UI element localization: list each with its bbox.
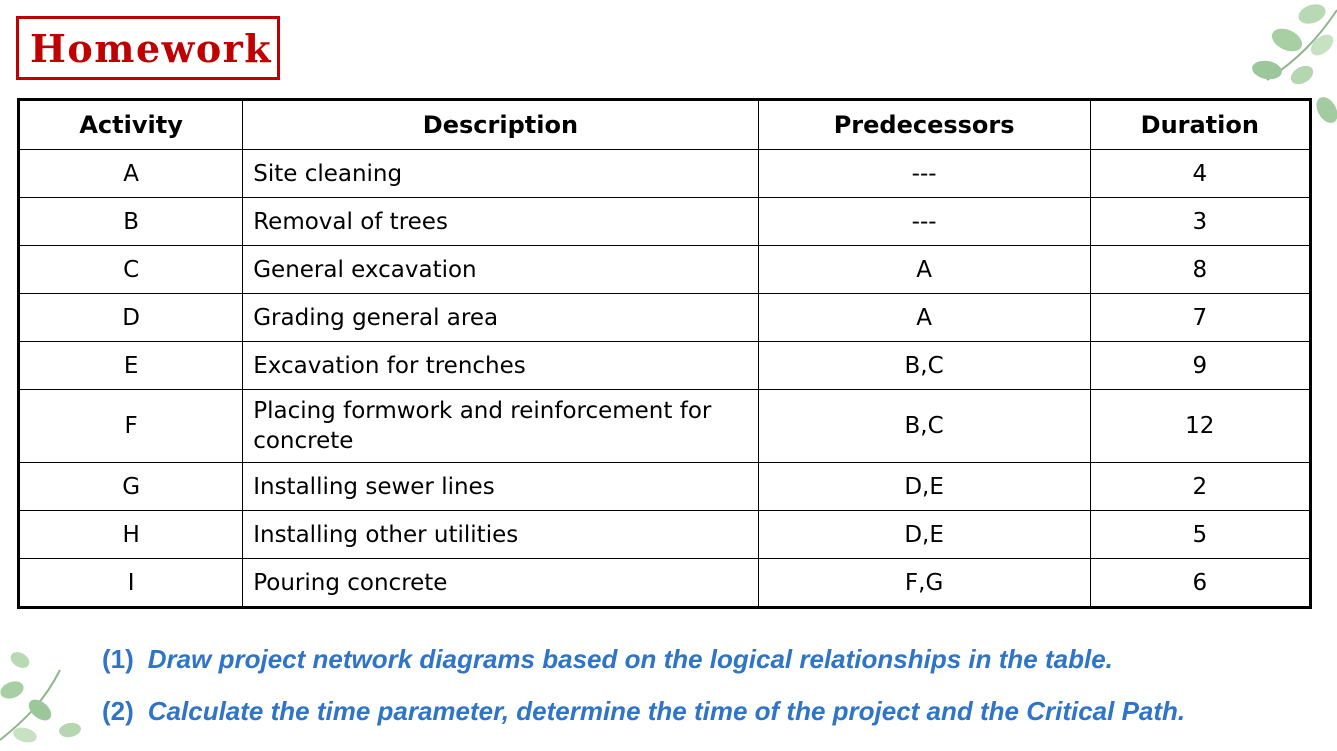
cell-duration: 7: [1090, 294, 1310, 342]
header-description: Description: [243, 100, 758, 150]
cell-description: Placing formwork and reinforcement for concrete: [243, 390, 758, 463]
cell-duration: 4: [1090, 150, 1310, 198]
cell-predecessors: B,C: [758, 390, 1090, 463]
cell-predecessors: D,E: [758, 463, 1090, 511]
question-number: (2): [102, 696, 134, 726]
cell-activity: E: [19, 342, 243, 390]
header-predecessors: Predecessors: [758, 100, 1090, 150]
table-row: [19, 150, 1311, 198]
page-title: Homework: [30, 25, 273, 71]
question-number: (1): [102, 644, 134, 674]
table-header-row: [19, 100, 1311, 150]
cell-duration: 6: [1090, 559, 1310, 608]
cell-description: Excavation for trenches: [243, 342, 758, 390]
cell-activity: G: [19, 463, 243, 511]
table-row: [19, 246, 1311, 294]
table-row: [19, 511, 1311, 559]
header-duration: Duration: [1090, 100, 1310, 150]
cell-activity: D: [19, 294, 243, 342]
cell-predecessors: A: [758, 294, 1090, 342]
question-text: Draw project network diagrams based on the logical relationships in the table.: [147, 644, 1113, 674]
question-text: Calculate the time parameter, determine the time of the project and the Critical Path.: [147, 696, 1186, 726]
table-row: [19, 342, 1311, 390]
activity-table: [17, 98, 1312, 609]
cell-predecessors: B,C: [758, 342, 1090, 390]
cell-activity: A: [19, 150, 243, 198]
cell-description: Installing other utilities: [243, 511, 758, 559]
cell-description: Removal of trees: [243, 198, 758, 246]
cell-duration: 3: [1090, 198, 1310, 246]
cell-duration: 9: [1090, 342, 1310, 390]
table-row: [19, 198, 1311, 246]
cell-predecessors: D,E: [758, 511, 1090, 559]
cell-duration: 8: [1090, 246, 1310, 294]
cell-description: Pouring concrete: [243, 559, 758, 608]
table-row: [19, 559, 1311, 608]
cell-duration: 2: [1090, 463, 1310, 511]
cell-predecessors: F,G: [758, 559, 1090, 608]
table-row: [19, 294, 1311, 342]
cell-description: Installing sewer lines: [243, 463, 758, 511]
cell-duration: 5: [1090, 511, 1310, 559]
cell-description: Site cleaning: [243, 150, 758, 198]
table-row: [19, 463, 1311, 511]
cell-activity: F: [19, 390, 243, 463]
cell-activity: C: [19, 246, 243, 294]
cell-description: General excavation: [243, 246, 758, 294]
title-box: [16, 16, 280, 80]
header-activity: Activity: [19, 100, 243, 150]
cell-duration: 12: [1090, 390, 1310, 463]
cell-predecessors: ---: [758, 150, 1090, 198]
question-2: [102, 696, 1185, 727]
leaf-branch-bottom-left-icon: [0, 640, 100, 751]
cell-description: Grading general area: [243, 294, 758, 342]
cell-activity: B: [19, 198, 243, 246]
table-row: [19, 390, 1311, 463]
cell-predecessors: ---: [758, 198, 1090, 246]
cell-activity: I: [19, 559, 243, 608]
cell-activity: H: [19, 511, 243, 559]
cell-predecessors: A: [758, 246, 1090, 294]
question-1: [102, 644, 1113, 675]
